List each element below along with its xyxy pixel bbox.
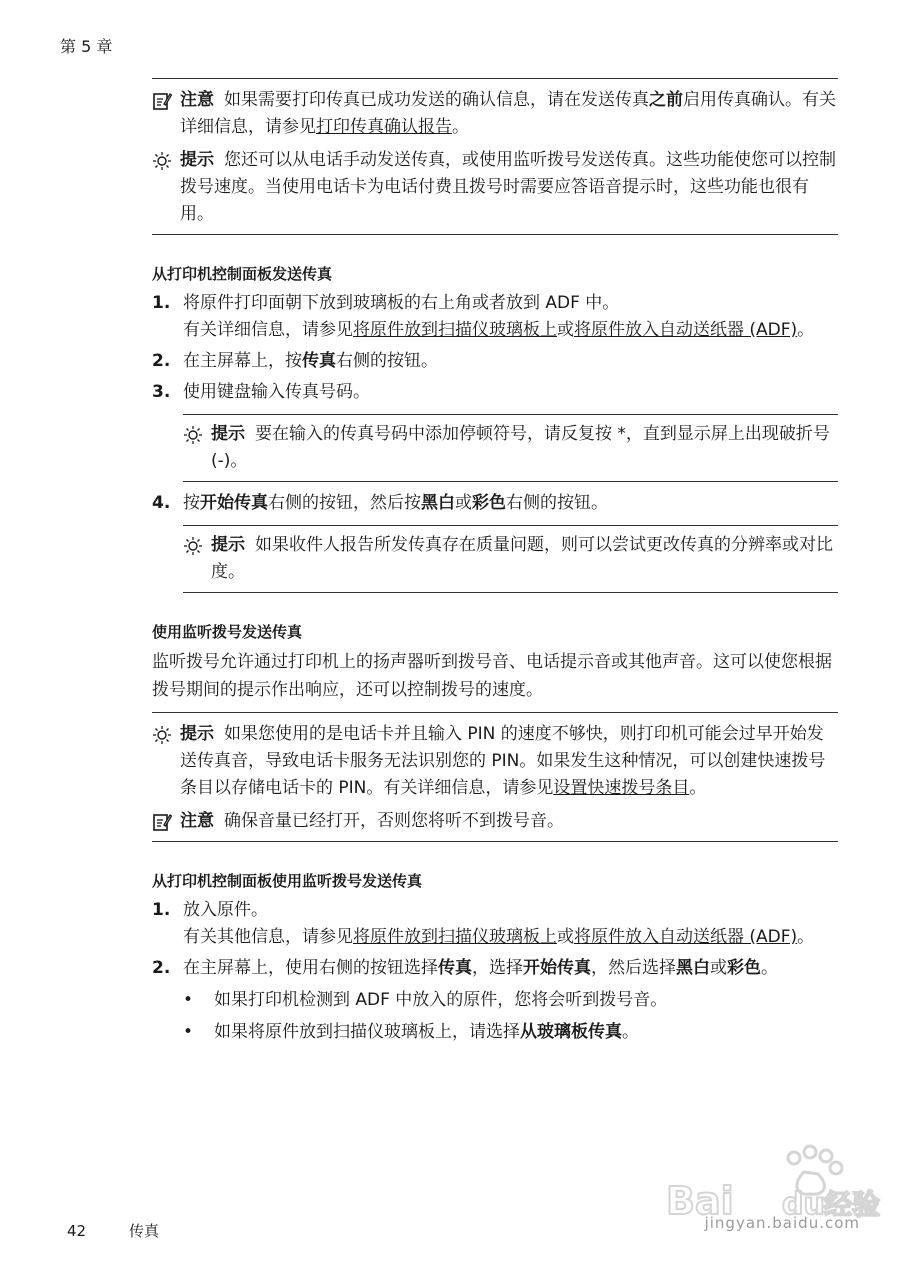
tip-icon xyxy=(152,147,180,171)
tip-icon xyxy=(183,421,211,445)
tip-pause-symbol: 提示 要在输入的传真号码中添加停顿符号，请反复按 *，直到显示屏上出现破折号 (-)。 xyxy=(183,414,838,482)
step-1: 1. 将原件打印面朝下放到玻璃板的右上角或者放到 ADF 中。 有关详细信息，请参见将原件放到扫描仪玻璃板上或将原件放入自动送纸器 (ADF)。 xyxy=(152,293,815,340)
steps-monitor-from-panel xyxy=(152,897,838,1046)
link-load-in-adf[interactable]: 将原件放入自动送纸器 (ADF) xyxy=(574,320,798,340)
link-load-in-adf[interactable]: 将原件放入自动送纸器 (ADF) xyxy=(574,927,798,947)
tip-label: 提示 xyxy=(180,150,214,170)
monitor-dialing-notes xyxy=(152,712,838,842)
page-content xyxy=(152,78,838,1050)
monitor-dialing-paragraph: 监听拨号允许通过打印机上的扬声器听到拨号音、电话提示音或其他声音。这可以使您根据拨号期间的提示作出响应，还可以控制拨号的速度。 xyxy=(152,652,832,700)
link-load-on-glass[interactable]: 将原件放到扫描仪玻璃板上 xyxy=(353,320,557,340)
section-heading-send-from-panel: 从打印机控制面板发送传真 xyxy=(152,265,333,283)
section-heading-monitor-from-panel: 从打印机控制面板使用监听拨号发送传真 xyxy=(152,872,423,890)
list-item: • 如果打印机检测到 ADF 中放入的原件，您将会听到拨号音。 xyxy=(183,990,668,1010)
step-3: 3. 使用键盘输入传真号码。 xyxy=(152,382,370,402)
footer-title: 传真 xyxy=(129,1222,160,1240)
tip-pin: 提示 如果您使用的是电话卡并且输入 PIN 的速度不够快，则打印机可能会过早开始发送传真音，导致电话卡服务无法识别您的 PIN。如果发生这种情况，可以创建快速拨号条目以存储电话卡的 PIN。有关详细信息，请参见设置快速拨号条目。 xyxy=(152,721,838,802)
note-icon xyxy=(152,808,180,832)
tip-icon xyxy=(152,721,180,745)
step-2: 2. 在主屏幕上，按传真右侧的按钮。 xyxy=(152,351,438,371)
step-1: 1. 放入原件。 有关其他信息，请参见将原件放到扫描仪玻璃板上或将原件放入自动送纸器 (ADF)。 xyxy=(152,900,815,947)
svg-text:Bai: Bai xyxy=(666,1179,734,1218)
link-fax-confirmation-report[interactable]: 打印传真确认报告 xyxy=(316,117,452,137)
tip-icon xyxy=(183,532,211,556)
svg-text:du: du xyxy=(782,1187,825,1218)
bullet-list xyxy=(183,986,838,1046)
page-footer xyxy=(67,1220,159,1241)
link-speed-dial[interactable]: 设置快速拨号条目 xyxy=(553,778,690,798)
step-4: 4. 按开始传真右侧的按钮，然后按黑白或彩色右侧的按钮。 xyxy=(152,493,608,513)
chapter-header: 第 5 章 xyxy=(60,37,113,56)
steps-send-from-panel xyxy=(152,290,838,593)
list-item: • 如果将原件放到扫描仪玻璃板上，请选择从玻璃板传真。 xyxy=(183,1022,639,1042)
tip-manual-fax: 提示 您还可以从电话手动发送传真，或使用监听拨号发送传真。这些功能使您可以控制拨号速度。当使用电话卡为电话付费且拨号时需要应答语音提示时，这些功能也很有用。 xyxy=(152,147,838,228)
watermark-url: jingyan.baidu.com xyxy=(704,1214,860,1232)
page-number: 42 xyxy=(67,1222,87,1240)
note-confirmation: 注意 如果需要打印传真已成功发送的确认信息，请在发送传真之前启用传真确认。有关详细信息，请参见打印传真确认报告。 xyxy=(152,87,838,141)
svg-text:经验: 经验 xyxy=(824,1188,881,1218)
tip-quality: 提示 如果收件人报告所发传真存在质量问题，则可以尝试更改传真的分辨率或对比度。 xyxy=(183,525,838,593)
step-2: 2. 在主屏幕上，使用右侧的按钮选择传真，选择开始传真，然后选择黑白或彩色。 xyxy=(152,958,778,978)
top-note-block xyxy=(152,78,838,235)
note-icon xyxy=(152,87,180,111)
section-heading-monitor-dialing: 使用监听拨号发送传真 xyxy=(152,623,303,641)
link-load-on-glass[interactable]: 将原件放到扫描仪玻璃板上 xyxy=(353,927,557,947)
note-volume: 注意 确保音量已经打开，否则您将听不到拨号音。 xyxy=(152,808,838,835)
note-label: 注意 xyxy=(180,90,214,110)
